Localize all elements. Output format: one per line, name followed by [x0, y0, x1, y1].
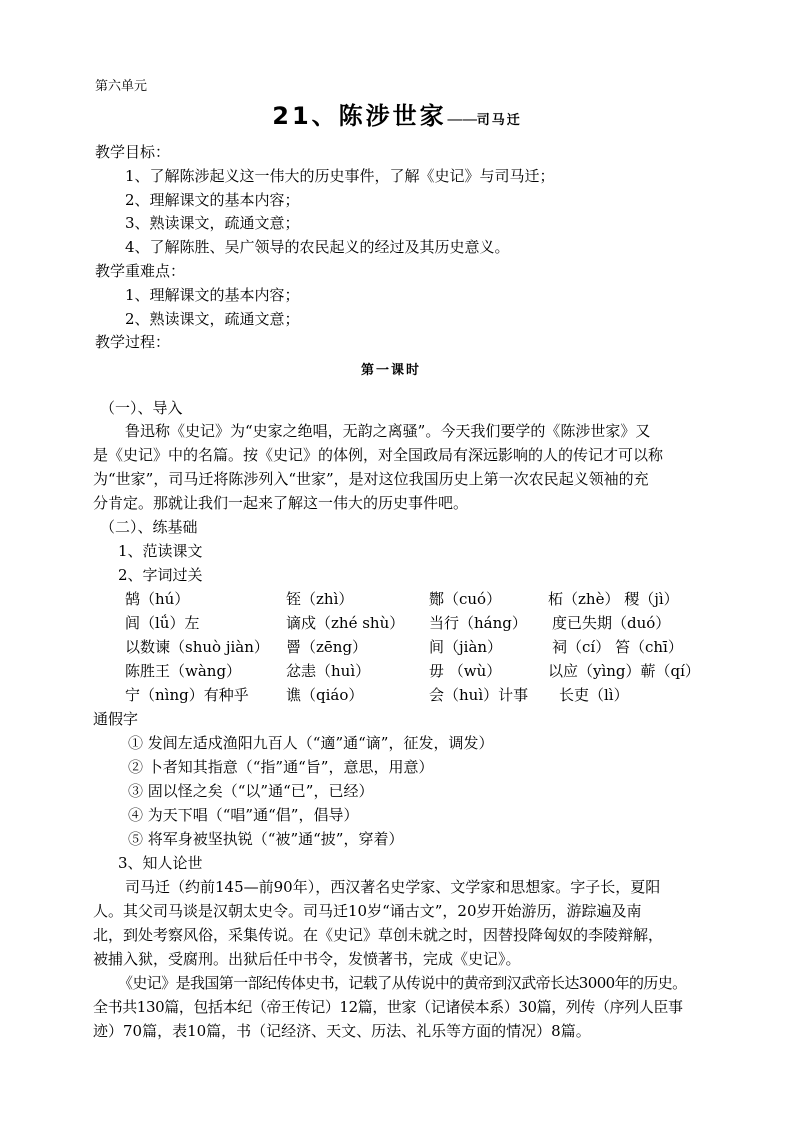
vocab-cell: 罾（zēng） [286, 638, 368, 656]
key-point-item: 2、熟读课文，疏通文意； [125, 310, 300, 328]
page-title [0, 99, 794, 138]
vocab-cell: 忿恚（huì） [286, 662, 371, 680]
shiji-line: 迹）70篇，表10篇，书（记经济、天文、历法、礼乐等方面的情况）8篇。 [93, 1022, 591, 1040]
vocab-cell: 宁（nìng）有种乎 [125, 686, 249, 704]
vocab-cell: 间（jiàn） [429, 638, 503, 656]
vocab-cell: 鹄（hú） [125, 590, 190, 608]
vocab-cell: 当行（háng） [429, 614, 527, 632]
tongjia-item: ① 发闾左适戍渔阳九百人（“適”通“谪”，征发，调发） [128, 734, 494, 752]
tongjia-heading: 通假字 [93, 710, 139, 728]
shiji-line: 《史记》是我国第一部纪传体史书，记载了从传说中的黄帝到汉武帝长达3000年的历史。 [118, 974, 687, 992]
tongjia-item: ④ 为天下唱（“唱”通“倡”，倡导） [128, 806, 359, 824]
goals-heading: 教学目标： [95, 143, 171, 161]
vocab-cell: 谪戍（zhé shù） [286, 614, 405, 632]
process-heading: 教学过程： [95, 333, 171, 351]
shiji-line: 全书共130篇，包括本纪（帝王传记）12篇，世家（记诸侯本系）30篇，列传（序列人臣事 [93, 998, 683, 1016]
vocab-cell: 柘（zhè） 稷（jì） [548, 590, 679, 608]
intro-line: 为“世家”，司马迁将陈涉列入“世家”，是对这位我国历史上第一次农民起义领袖的充 [93, 470, 649, 488]
unit-label: 第六单元 [95, 79, 148, 94]
basics-item-reading: 1、范读课文 [118, 542, 203, 560]
title-dash: —— [446, 109, 477, 128]
intro-line: 分肯定。那就让我们一起来了解这一伟大的历史事件吧。 [93, 494, 469, 512]
goal-item: 3、熟读课文，疏通文意； [125, 214, 300, 232]
basics-heading: （二）、练基础 [100, 518, 198, 536]
intro-line: 鲁迅称《史记》为“史家之绝唱，无韵之离骚”。今天我们要学的《陈涉世家》又 [125, 422, 651, 440]
tongjia-item: ② 卜者知其指意（“指”通“旨”，意思，用意） [128, 758, 434, 776]
vocab-cell: 以数谏（shuò jiàn） [125, 638, 269, 656]
vocab-cell: 铚（zhì） [286, 590, 354, 608]
goal-item: 4、了解陈胜、吴广领导的农民起义的经过及其历史意义。 [125, 238, 510, 256]
vocab-cell: 毋 （wù） [429, 662, 502, 680]
vocab-cell: 谯（qiáo） [286, 686, 364, 704]
author-line: 人。其父司马谈是汉朝太史令。司马迁10岁“诵古文”，20岁开始游历，游踪遍及南 [93, 902, 642, 920]
goal-item: 1、了解陈涉起义这一伟大的历史事件，了解《史记》与司马迁； [125, 167, 555, 185]
vocab-cell: 陈胜王（wàng） [125, 662, 242, 680]
title-main: 21、陈涉世家 [272, 102, 447, 130]
basics-item-author: 3、知人论世 [118, 854, 203, 872]
key-points-heading: 教学重难点： [95, 262, 186, 280]
author-line: 司马迁（约前145—前90年），西汉著名史学家、文学家和思想家。字子长，夏阳 [125, 878, 661, 896]
vocab-cell: 度已失期（duó） [552, 614, 671, 632]
author-line: 被捕入狱，受腐刑。出狱后任中书令，发愤著书，完成《史记》。 [93, 950, 521, 968]
vocab-cell: 会（huì）计事 [429, 686, 529, 704]
key-point-item: 1、理解课文的基本内容； [125, 286, 300, 304]
tongjia-item: ⑤ 将军身被坚执锐（“被”通“披”，穿着） [128, 830, 404, 848]
vocab-cell: 长吏（lì） [559, 686, 629, 704]
vocab-cell: 祠（cí） 笞（chī） [552, 638, 683, 656]
intro-line: 是《史记》中的名篇。按《史记》的体例，对全国政局有深远影响的人的传记才可以称 [93, 446, 664, 464]
basics-item-vocab: 2、字词过关 [118, 566, 203, 584]
tongjia-item: ③ 固以怪之矣（“以”通“已”，已经） [128, 782, 374, 800]
lesson-heading: 第一课时 [361, 363, 422, 378]
author-line: 北，到处考察风俗，采集传说。在《史记》草创未就之时，因替投降匈奴的李陵辩解， [93, 926, 664, 944]
title-author: 司马迁 [476, 113, 522, 128]
vocab-cell: 闾（lǘ）左 [125, 614, 200, 632]
vocab-cell: 酂（cuó） [429, 590, 502, 608]
goal-item: 2、理解课文的基本内容； [125, 191, 300, 209]
intro-heading: （一）、导入 [100, 399, 183, 417]
vocab-cell: 以应（yìng）蕲（qí） [548, 662, 700, 680]
